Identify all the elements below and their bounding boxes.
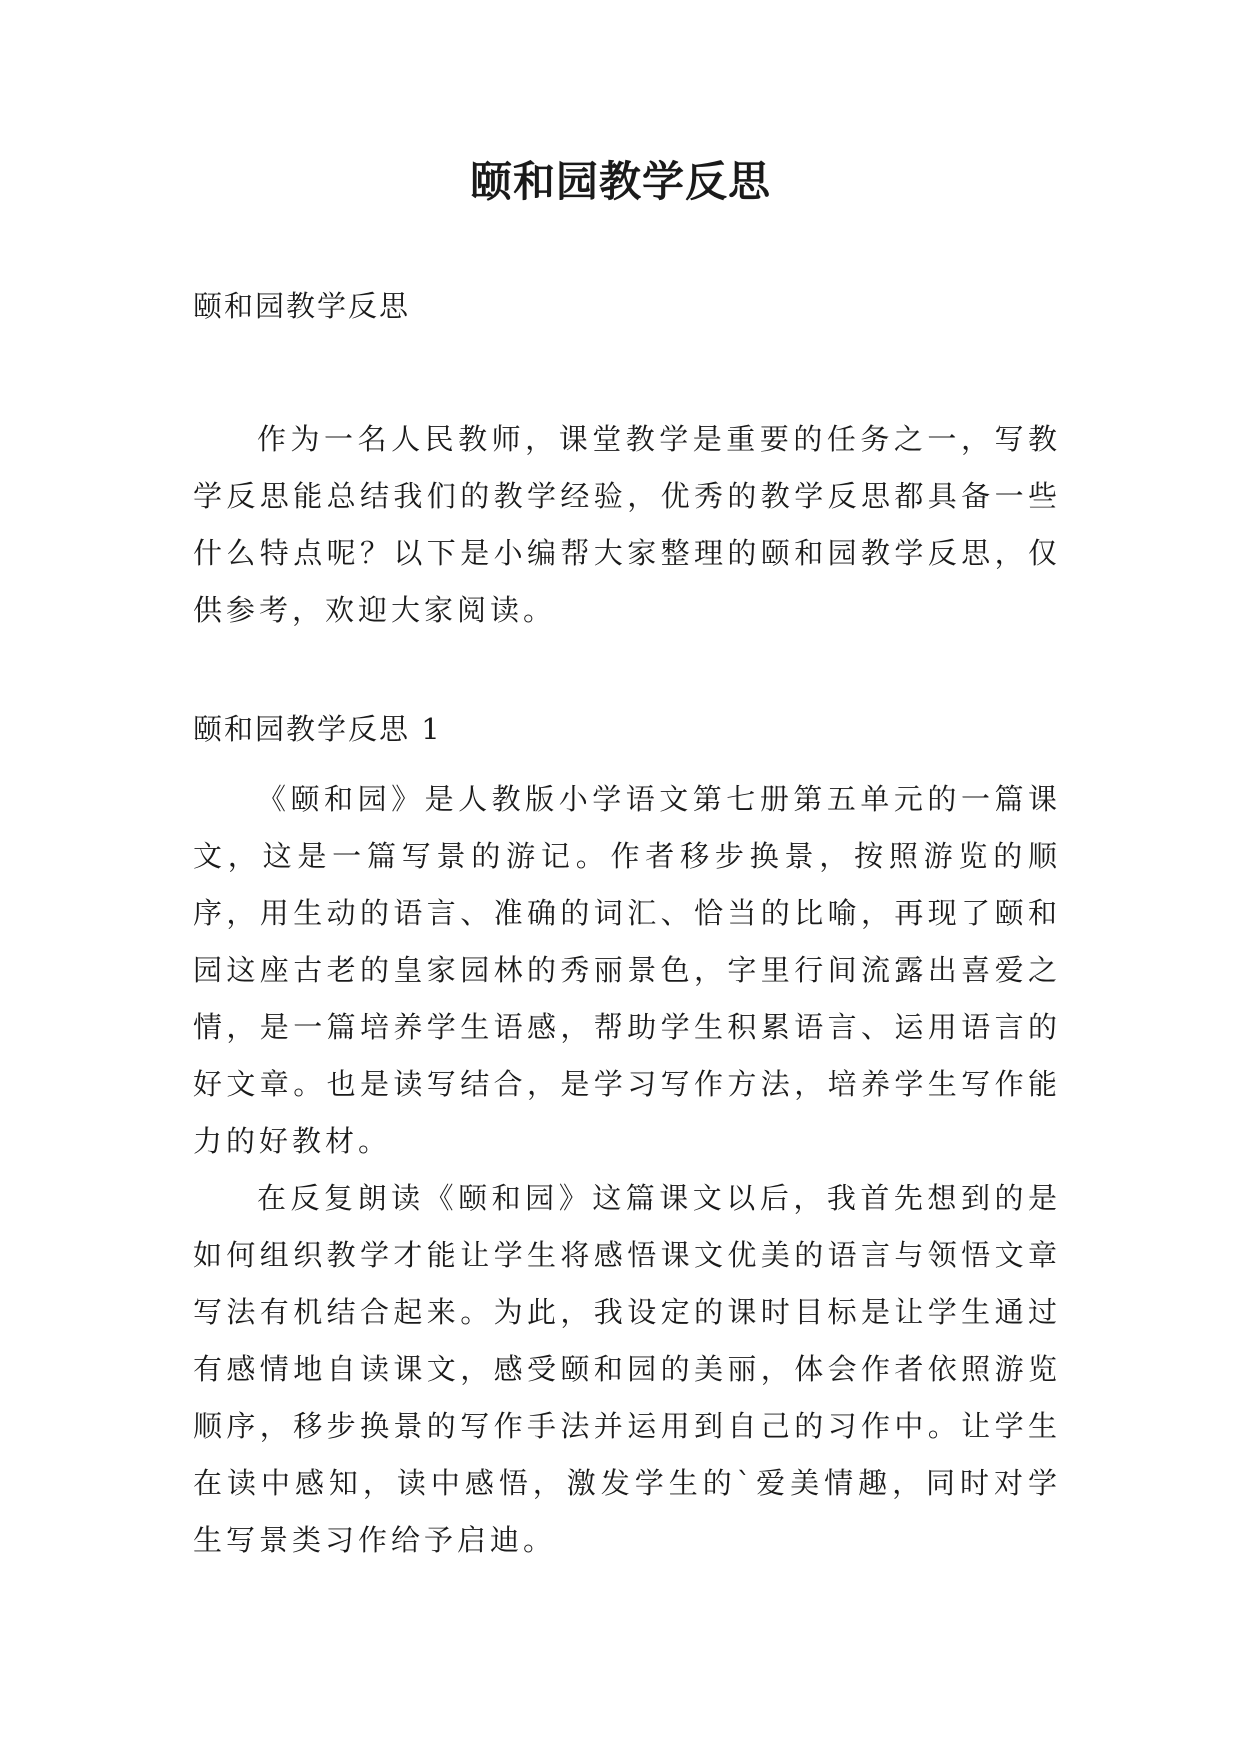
body-paragraph-1: 《颐和园》是人教版小学语文第七册第五单元的一篇课文，这是一篇写景的游记。作者移步换景，按照游览的顺序，用生动的语言、准确的词汇、恰当的比喻，再现了颐和园这座古老的皇家园林的秀丽景色，字里行间流露出喜爱之情，是一篇培养学生语感，帮助学生积累语言、运用语言的好文章。也是读写结合，是学习写作方法，培养学生写作能力的好教材。 — [193, 782, 1061, 1158]
document-subtitle: 颐和园教学反思 — [193, 289, 411, 323]
document-title: 颐和园教学反思 — [469, 157, 771, 206]
document-body — [193, 286, 1061, 1569]
section-heading: 颐和园教学反思 1 — [193, 712, 442, 746]
intro-paragraph: 作为一名人民教师，课堂教学是重要的任务之一，写教学反思能总结我们的教学经验，优秀的教学反思都具备一些什么特点呢？以下是小编帮大家整理的颐和园教学反思，仅供参考，欢迎大家阅读。 — [193, 422, 1061, 627]
body-paragraph-2: 在反复朗读《颐和园》这篇课文以后，我首先想到的是如何组织教学才能让学生将感悟课文优美的语言与领悟文章写法有机结合起来。为此，我设定的课时目标是让学生通过有感情地自读课文，感受颐和园的美丽，体会作者依照游览顺序，移步换景的写作手法并运用到自己的习作中。让学生在读中感知，读中感悟，激发学生的`爱美情趣，同时对学生写景类习作给予启迪。 — [193, 1181, 1061, 1557]
